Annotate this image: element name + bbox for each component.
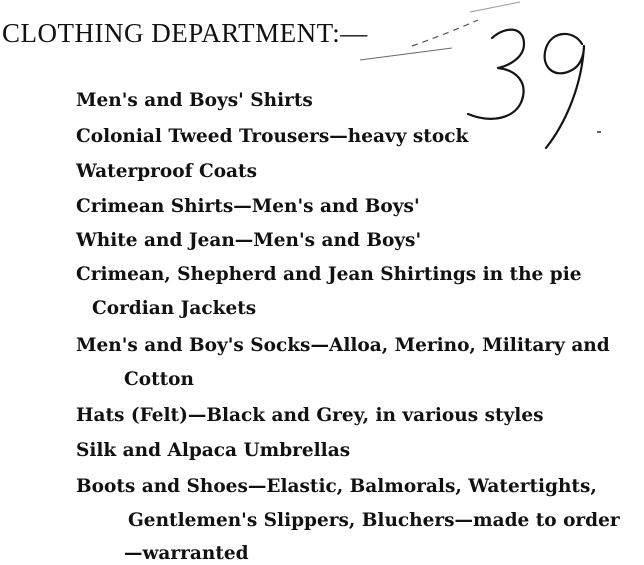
list-item: Crimean, Shepherd and Jean Shirtings in the pie [76,264,582,285]
digit-nine-stroke [545,34,584,148]
list-item: Crimean Shirts—Men's and Boys' [76,196,420,217]
pencil-stroke [360,48,452,60]
pencil-stroke [470,2,520,12]
list-item: Hats (Felt)—Black and Grey, in various styles [76,405,544,426]
list-item: Waterproof Coats [76,161,257,182]
list-item: Colonial Tweed Trousers—heavy stock [76,126,469,147]
list-item: Men's and Boy's Socks—Alloa, Merino, Military and [76,335,610,356]
section-heading: CLOTHING DEPARTMENT:— [2,18,368,48]
list-item-continuation: —warranted [124,543,249,564]
list-item: White and Jean—Men's and Boys' [76,230,422,251]
list-item-continuation: Cotton [124,369,194,390]
list-item-continuation: Gentlemen's Slippers, Bluchers—made to order [128,510,620,531]
list-item: Boots and Shoes—Elastic, Balmorals, Watertights, [76,476,597,497]
list-item: Men's and Boys' Shirts [76,90,313,111]
list-item: Silk and Alpaca Umbrellas [76,440,351,461]
list-item: Cordian Jackets [92,298,257,319]
pencil-stroke [412,20,478,46]
digit-three-stroke [468,30,524,119]
